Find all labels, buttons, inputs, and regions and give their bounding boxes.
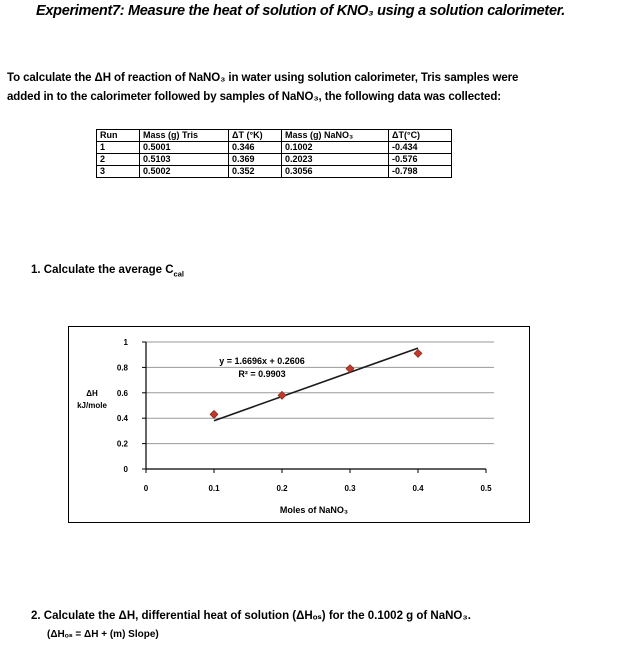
trendline-equation: y = 1.6696x + 0.2606 [219,356,305,366]
header-run: Run [97,130,140,142]
header-mass-nano3: Mass (g) NaNO₃ [282,130,389,142]
table-cell: 0.369 [229,154,282,166]
intro-line-2: added in to the calorimeter followed by samples of NaNO₃, the following data was collected: [7,91,501,103]
table-cell: 3 [97,166,140,178]
x-tick-label: 0 [143,484,149,493]
y-axis-label-line-1: ΔH [86,389,98,398]
table-cell: 0.1002 [282,142,389,154]
table-cell: 2 [97,154,140,166]
table-cell: 0.3056 [282,166,389,178]
table-cell: 1 [97,142,140,154]
question-1-subscript: cal [173,269,184,279]
r-squared-label: R² = 0.9903 [238,369,286,379]
y-tick-label: 0.8 [116,363,128,373]
question-1-text: 1. Calculate the average C [31,264,174,276]
header-dt-c: ΔT(°C) [389,130,452,142]
table-cell: 0.5001 [140,142,229,154]
table-cell: -0.434 [389,142,452,154]
table-cell: -0.798 [389,166,452,178]
table-cell: 0.2023 [282,154,389,166]
data-point [210,410,218,418]
table-cell: 0.5002 [140,166,229,178]
data-point [414,349,422,357]
question-2-formula: (ΔHₒₛ = ΔH + (m) Slope) [47,629,159,640]
y-tick-label: 0.4 [116,414,128,424]
table-cell: 0.5103 [140,154,229,166]
header-dt-k: ΔT (°K) [229,130,282,142]
x-tick-label: 0.4 [412,484,424,493]
y-tick-label: 0.6 [116,388,128,398]
y-tick-label: 0.2 [116,439,128,449]
x-tick-label: 0.1 [208,484,220,493]
table-cell: 0.346 [229,142,282,154]
x-tick-label: 0.2 [276,484,288,493]
y-tick-label: 1 [123,338,128,347]
page-title: Experiment7: Measure the heat of solution of KNO₃ using a solution calorimeter. [36,3,566,19]
question-2: 2. Calculate the ΔH, differential heat of solution (ΔHₒₛ) for the 0.1002 g of NaNO₃. [31,610,471,622]
header-mass-tris: Mass (g) Tris [140,130,229,142]
x-axis-label: Moles of NaNO₃ [279,505,349,515]
table-cell: 0.352 [229,166,282,178]
table-cell: -0.576 [389,154,452,166]
y-axis-label-line-2: kJ/mole [77,401,107,410]
x-tick-label: 0.5 [480,484,492,493]
intro-line-1: To calculate the ΔH of reaction of NaNO₃ in water using solution calorimeter, Tris samples were [7,72,519,84]
x-tick-label: 0.3 [344,484,356,493]
y-tick-label: 0 [123,465,128,474]
